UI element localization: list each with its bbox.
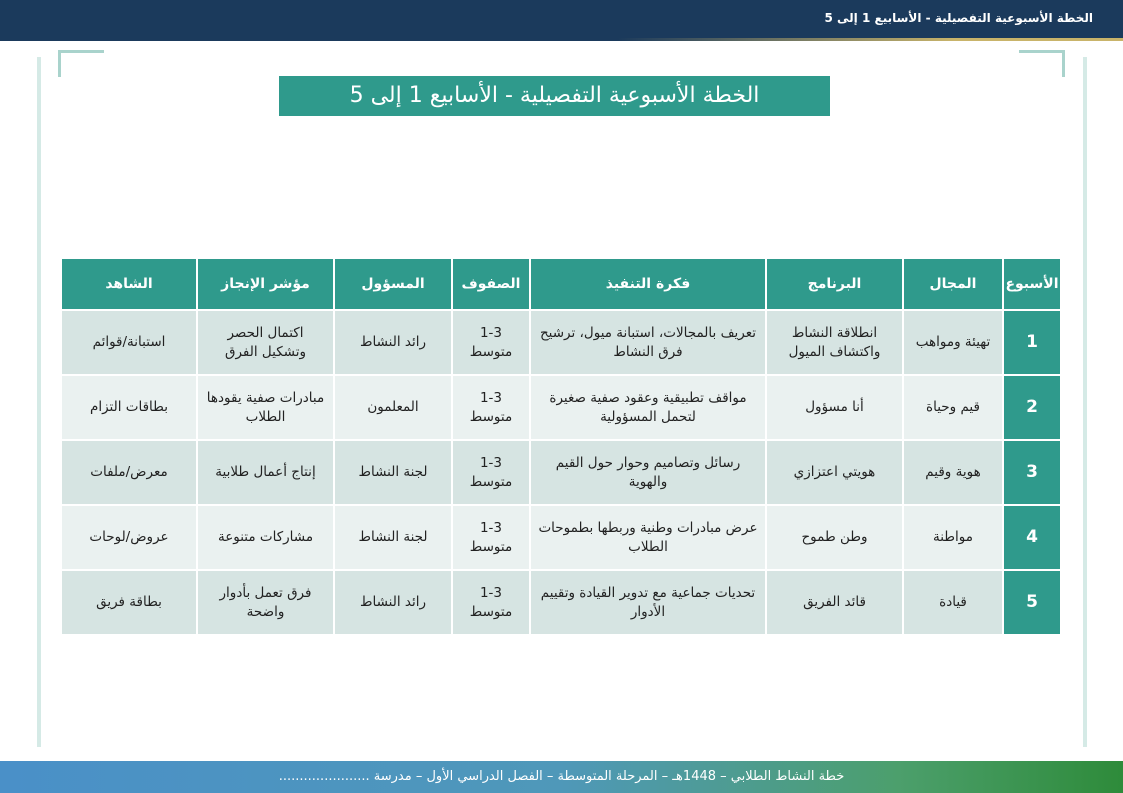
slide-title: الخطة الأسبوعية التفصيلية - الأسابيع 1 إلى 5	[279, 76, 830, 116]
left-frame-border	[37, 57, 41, 747]
responsible-cell: لجنة النشاط	[334, 440, 452, 505]
responsible-cell: رائد النشاط	[334, 570, 452, 635]
column-header-idea: فكرة التنفيذ	[530, 258, 766, 310]
indicator-cell: فرق تعمل بأدوار واضحة	[197, 570, 334, 635]
domain-cell: قيم وحياة	[903, 375, 1003, 440]
domain-cell: هوية وقيم	[903, 440, 1003, 505]
idea-cell: تعريف بالمجالات، استبانة ميول، ترشيح فرق النشاط	[530, 310, 766, 375]
header-title: الخطة الأسبوعية التفصيلية - الأسابيع 1 إلى 5	[824, 11, 1093, 25]
corner-bracket-top-right	[1062, 50, 1065, 77]
right-frame-border	[1083, 57, 1087, 747]
corner-bracket-top-left-h	[58, 50, 104, 53]
evidence-cell: بطاقات التزام	[61, 375, 197, 440]
domain-cell: مواطنة	[903, 505, 1003, 570]
column-header-evidence: الشاهد	[61, 258, 197, 310]
program-cell: هويتي اعتزازي	[766, 440, 903, 505]
program-cell: انطلاقة النشاط واكتشاف الميول	[766, 310, 903, 375]
column-header-indicator: مؤشر الإنجاز	[197, 258, 334, 310]
program-cell: وطن طموح	[766, 505, 903, 570]
table-row	[61, 440, 1061, 505]
column-header-domain: المجال	[903, 258, 1003, 310]
header-accent-line	[0, 38, 1123, 41]
indicator-cell: إنتاج أعمال طلابية	[197, 440, 334, 505]
indicator-cell: اكتمال الحصر وتشكيل الفرق	[197, 310, 334, 375]
grades-cell: 1-3 متوسط	[452, 440, 530, 505]
domain-cell: قيادة	[903, 570, 1003, 635]
weekly-plan-table	[60, 257, 1062, 636]
column-header-program: البرنامج	[766, 258, 903, 310]
grades-cell: 1-3 متوسط	[452, 310, 530, 375]
table-row	[61, 375, 1061, 440]
column-header-grades: الصفوف	[452, 258, 530, 310]
domain-cell: تهيئة ومواهب	[903, 310, 1003, 375]
idea-cell: تحديات جماعية مع تدوير القيادة وتقييم الأدوار	[530, 570, 766, 635]
table-row	[61, 570, 1061, 635]
responsible-cell: لجنة النشاط	[334, 505, 452, 570]
week-number-cell: 5	[1003, 570, 1061, 635]
evidence-cell: معرض/ملفات	[61, 440, 197, 505]
program-cell: قائد الفريق	[766, 570, 903, 635]
week-number-cell: 3	[1003, 440, 1061, 505]
corner-bracket-top-right-h	[1019, 50, 1065, 53]
indicator-cell: مشاركات متنوعة	[197, 505, 334, 570]
week-number-cell: 4	[1003, 505, 1061, 570]
footer-bar	[0, 761, 1123, 793]
table-row	[61, 310, 1061, 375]
table-header-row	[61, 258, 1061, 310]
grades-cell: 1-3 متوسط	[452, 375, 530, 440]
table-row	[61, 505, 1061, 570]
idea-cell: مواقف تطبيقية وعقود صفية صغيرة لتحمل المسؤولية	[530, 375, 766, 440]
week-number-cell: 2	[1003, 375, 1061, 440]
indicator-cell: مبادرات صفية يقودها الطلاب	[197, 375, 334, 440]
responsible-cell: رائد النشاط	[334, 310, 452, 375]
corner-bracket-top-left	[58, 50, 61, 77]
idea-cell: رسائل وتصاميم وحوار حول القيم والهوية	[530, 440, 766, 505]
evidence-cell: استبانة/قوائم	[61, 310, 197, 375]
grades-cell: 1-3 متوسط	[452, 505, 530, 570]
column-header-week: الأسبوع	[1003, 258, 1061, 310]
evidence-cell: عروض/لوحات	[61, 505, 197, 570]
idea-cell: عرض مبادرات وطنية وربطها بطموحات الطلاب	[530, 505, 766, 570]
program-cell: أنا مسؤول	[766, 375, 903, 440]
column-header-responsible: المسؤول	[334, 258, 452, 310]
evidence-cell: بطاقة فريق	[61, 570, 197, 635]
grades-cell: 1-3 متوسط	[452, 570, 530, 635]
footer-text: خطة النشاط الطلابي – 1448هـ – المرحلة المتوسطة – الفصل الدراسي الأول – مدرسة ......................	[278, 769, 845, 784]
responsible-cell: المعلمون	[334, 375, 452, 440]
week-number-cell: 1	[1003, 310, 1061, 375]
